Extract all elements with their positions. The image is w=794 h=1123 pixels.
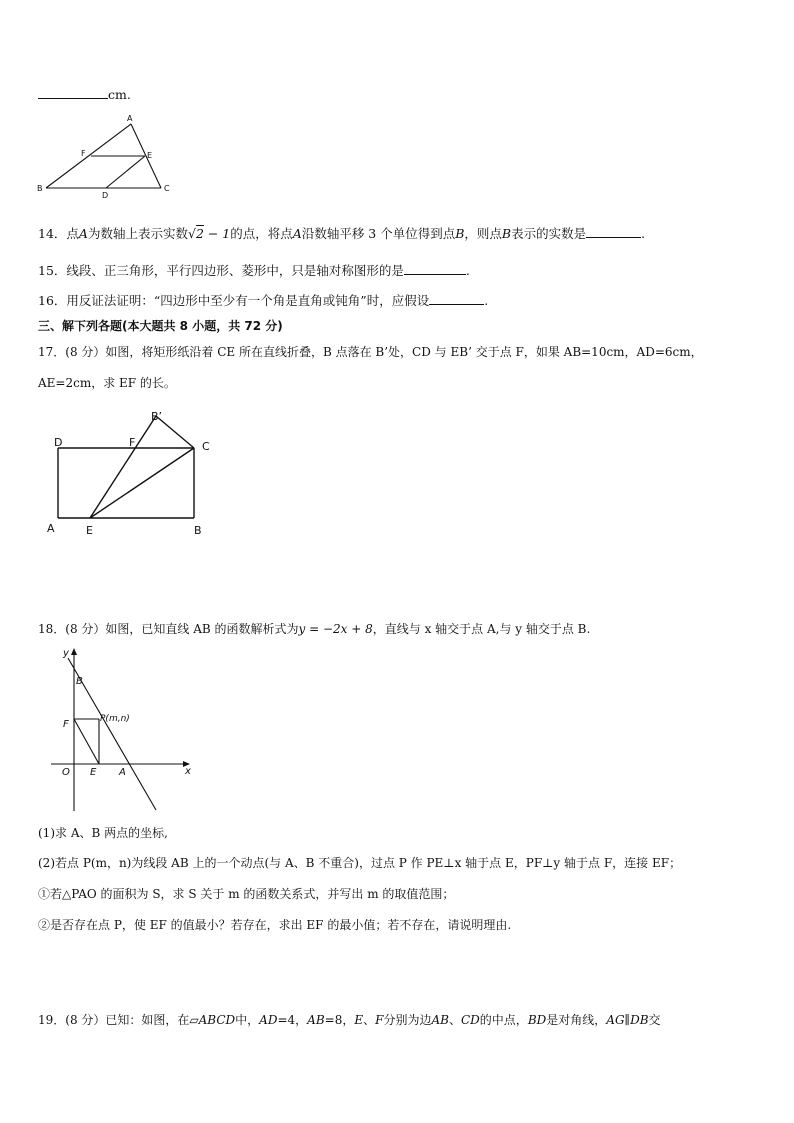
q17-figure xyxy=(44,408,224,538)
section-title: 三、解下列各题(本大题共 8 小题，共 72 分) xyxy=(38,319,283,333)
q13-figure xyxy=(36,112,176,200)
answer-blank xyxy=(429,292,484,305)
q17-label-E: E xyxy=(86,524,93,537)
q17-label-D: D xyxy=(54,436,63,449)
fig13-line-DE xyxy=(106,156,145,188)
question-14: 14．点A为数轴上表示实数√2 − 1的点，将点A沿数轴平移 3 个单位得到点B，则点B表示的实数是 . xyxy=(38,226,646,241)
answer-unit: cm. xyxy=(108,87,131,102)
label-A: A xyxy=(119,767,126,778)
label-E: E xyxy=(90,767,97,778)
fig13-label-B: B xyxy=(37,184,43,193)
question-18-part1: (1)求 A、B 两点的坐标, xyxy=(38,826,168,840)
question-17-line1: 17．(8 分）如图，将矩形纸沿着 CE 所在直线折叠，B 点落在 B’处，CD 与 EB’ 交于点 F，如果 AB=10cm，AD=6cm， xyxy=(38,345,703,359)
q17-label-B: B xyxy=(194,524,202,537)
y-axis-arrow xyxy=(71,648,77,655)
fig13-label-C: C xyxy=(164,184,170,193)
label-O: O xyxy=(62,767,70,778)
fig13-label-E: E xyxy=(147,151,153,160)
answer-blank xyxy=(404,262,466,275)
label-y: y xyxy=(63,648,69,659)
q18-figure xyxy=(46,646,206,816)
question-16: 16．用反证法证明：“四边形中至少有一个角是直角或钝角”时，应假设 . xyxy=(38,293,489,308)
function-formula: y = −2x + 8 xyxy=(298,622,373,636)
q17-label-F: F xyxy=(129,436,136,449)
question-18-part2: (2)若点 P(m，n)为线段 AB 上的一个动点(与 A、B 不重合)，过点 P 作 PE⊥x 轴于点 E，PF⊥y 轴于点 F，连接 EF； xyxy=(38,856,682,870)
sqrt-expression: √2 − 1 xyxy=(187,226,231,241)
question-18-part2b: ②是否存在点 P，使 EF 的值最小？若存在，求出 EF 的最小值；若不存在，请说明理由. xyxy=(38,918,512,932)
label-x: x xyxy=(185,766,191,777)
q17-line-EC xyxy=(90,448,194,518)
answer-blank xyxy=(586,225,641,238)
q17-line-EBp xyxy=(90,416,156,518)
q17-label-A: A xyxy=(47,522,55,535)
q17-label-Bp: B’ xyxy=(151,410,163,423)
segment-EF xyxy=(74,719,99,764)
fig13-label-F: F xyxy=(81,149,86,158)
fig13-label-D: D xyxy=(102,191,109,200)
label-F: F xyxy=(63,719,69,730)
question-15: 15．线段、正三角形，平行四边形、菱形中，只是轴对称图形的是 . xyxy=(38,263,470,278)
q13-answer-line xyxy=(38,86,131,102)
answer-blank xyxy=(38,86,108,99)
question-18-part2a: ①若△PAO 的面积为 S，求 S 关于 m 的函数关系式，并写出 m 的取值范围； xyxy=(38,887,455,901)
label-B: B xyxy=(76,676,83,687)
fig13-label-A: A xyxy=(127,114,133,123)
q17-label-C: C xyxy=(202,440,210,453)
question-19: 19．(8 分）已知：如图，在▱ABCD中，AD=4，AB=8，E、F分别为边AB、CD的中点，BD是对角线，AG∥DB交 xyxy=(38,1013,661,1027)
question-18-intro: 18．(8 分）如图，已知直线 AB 的函数解析式为y = −2x + 8，直线与 x 轴交于点 A,与 y 轴交于点 B. xyxy=(38,622,591,636)
question-17-line2: AE=2cm，求 EF 的长。 xyxy=(38,376,176,390)
label-P: P(m,n) xyxy=(100,714,130,724)
